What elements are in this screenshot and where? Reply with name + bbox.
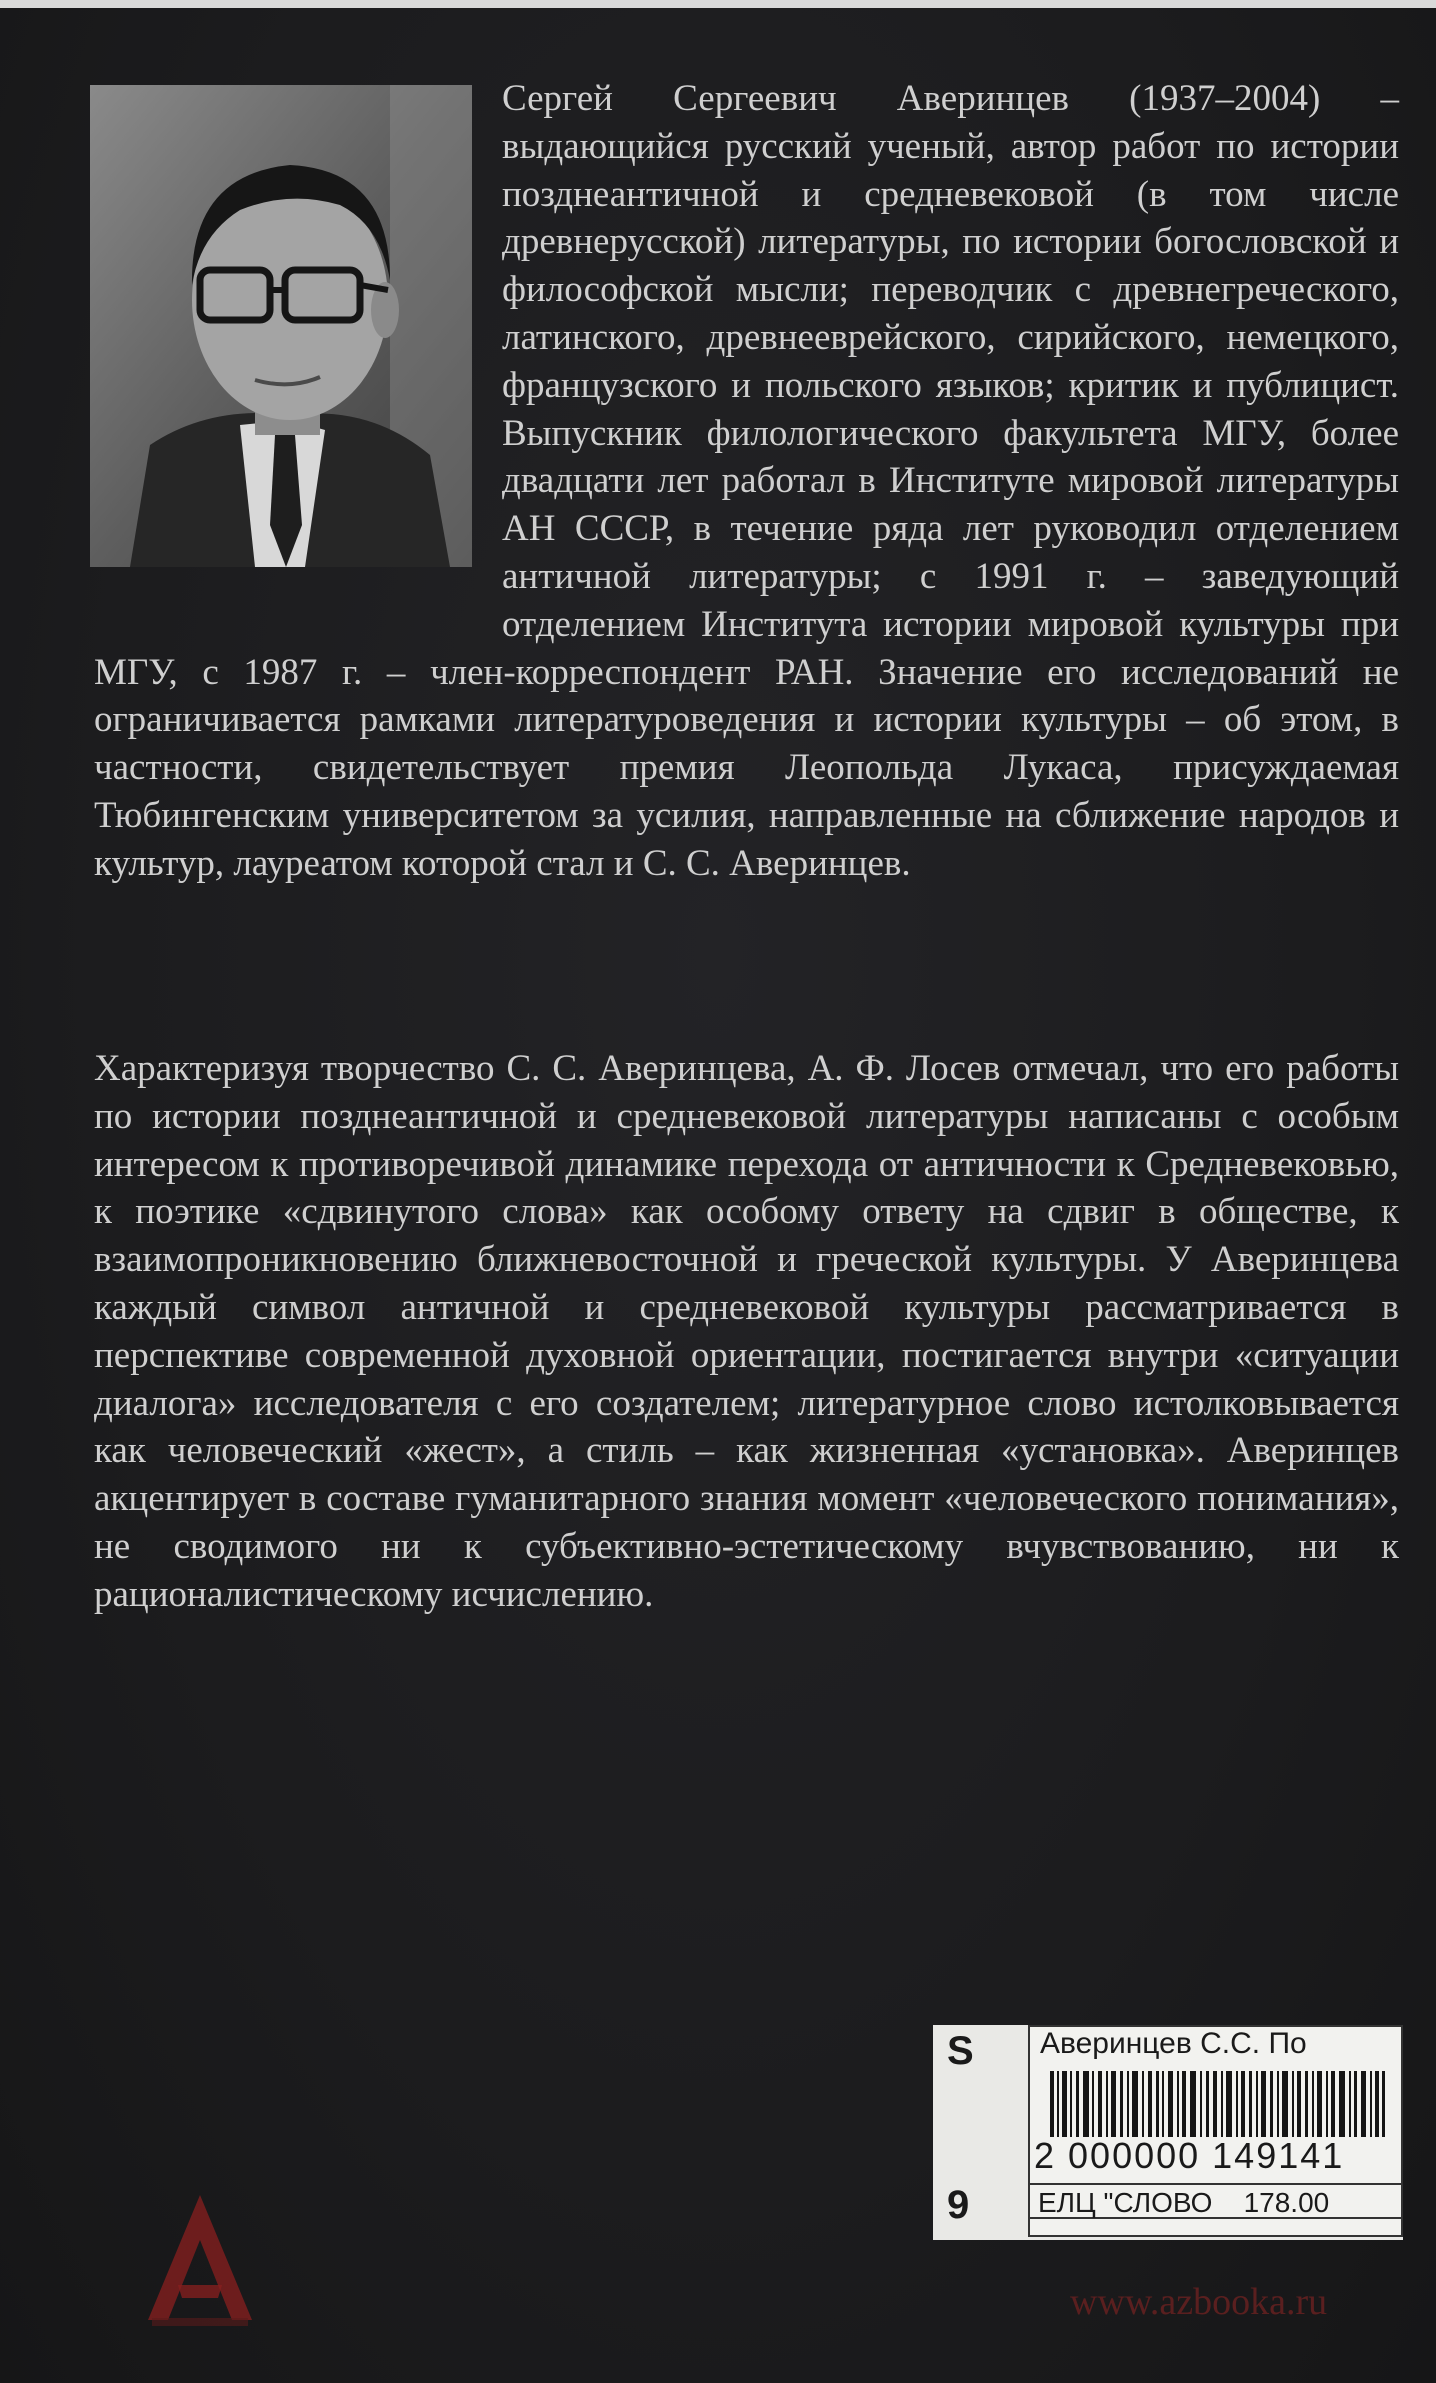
author-characterization: Характеризуя творчество С. С. Аверинцева, А. Ф. Лосев отмечал, что его работы по истории позднеантичной и средневековой литературы написаны с особым интересом к противоречивой динамике перехода от античности к Средневековью, к поэтике «сдвинутого слова» как особому ответу на сдвиг в обществе, к взаимопроникновению ближневосточной и греческой культуры. У Аверинцева каждый символ античной и средневековой культуры рассматривается в перспективе современной духовной ориентации, постигается внутри «ситуации диалога» исследователя с его создателем; литературное слово истолковывается как человеческий «жест», а стиль – как жизненная «установка». Аверинцев акцентирует в составе гуманитарного знания момент «человеческого понимания», не сводимого ни к субъективно-эстетическому вчувствованию, ни к рационалистическому исчислению.: [94, 1048, 1399, 1615]
isbn-digit: 9: [947, 2183, 970, 2227]
barcode-icon: [1050, 2071, 1385, 2137]
author-biography-text: Сергей Сергеевич Аверинцев (1937–2004) – выдающийся русский ученый, автор работ по истории позднеантичной и средневековой (в том числе древнерусской) литературы, по истории богословской и философской мысли; переводчик с древнегреческого, латинского, древнееврейского, сирийского, немецкого, французского и польского языков; критик и публицист. Выпускник филологического факультета МГУ, более двадцати лет работал в Институте мировой литературы АН СССР, в течение ряда лет руководил отделением античной литературы; с 1991 г. – заведующий отделением Института истории мировой культуры при МГУ, с 1987 г. – член-корреспондент РАН. Значение его исследований не ограничивается рамками литературоведения и истории культуры – об этом, в частности, свидетельствует премия Леопольда Лукаса, присуждаемая Тюбингенским университетом за усилия, направленные на сближение народов и культур, лауреатом которой стал и С. С. Аверинцев.: [94, 78, 1399, 884]
sticker-barcode-number: 2 000000 149141: [1034, 2135, 1345, 2176]
sticker-title: Аверинцев С.С. По: [1040, 2027, 1307, 2060]
store-price-label: [1028, 2025, 1403, 2237]
author-biography: [94, 75, 1399, 888]
isbn-letter: S: [947, 2029, 974, 2073]
publisher-logo-icon: [140, 2190, 260, 2330]
portrait-spacer: [94, 75, 502, 605]
publisher-website: www.azbooka.ru: [1070, 2281, 1328, 2323]
cover-top-edge: [0, 0, 1436, 8]
barcode-sticker: [933, 2025, 1403, 2240]
sticker-store-price: ЕЛЦ "СЛОВО 178.00: [1030, 2183, 1401, 2219]
